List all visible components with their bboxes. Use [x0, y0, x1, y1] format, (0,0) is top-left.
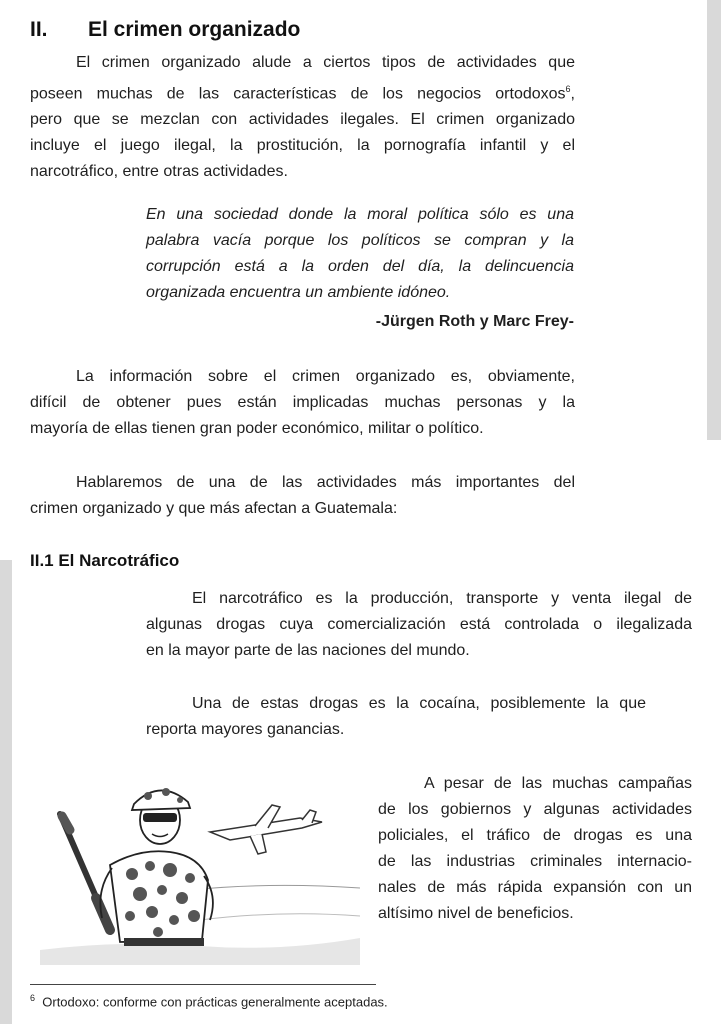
- text-line: El crimen organizado alude a ciertos tipos de actividades que: [76, 54, 575, 71]
- text-line: A pesar de las muchas campañas: [424, 775, 692, 792]
- quote-line: corrupción está a la orden del día, la delincuencia: [146, 258, 574, 275]
- text-line: pero que se mezclan con actividades ilegales. El crimen organizado: [30, 111, 575, 129]
- text-line: Hablaremos de una de las actividades más importantes del: [76, 474, 575, 491]
- text-line: reporta mayores ganancias.: [146, 721, 345, 738]
- paragraph-hablaremos: [30, 470, 575, 522]
- airplane-icon: [210, 805, 322, 854]
- text-segment: ,: [570, 85, 575, 103]
- page-edge-bar-right: [707, 0, 721, 440]
- paragraph-campanas: [378, 771, 692, 927]
- text-line: incluye el juego ilegal, la prostitución, la pornografía infantil y el: [30, 137, 575, 155]
- quote-line: En una sociedad donde la moral política sólo es una: [146, 206, 574, 223]
- footnote-reference[interactable]: 6: [565, 84, 571, 94]
- paragraph-cocaina: [146, 691, 646, 743]
- section-number: II.: [30, 18, 48, 41]
- footnote: [30, 993, 388, 1009]
- paragraph-narcotrafico: [146, 586, 692, 664]
- narco-soldier-illustration: [40, 770, 360, 965]
- text-line: Una de estas drogas es la cocaína, posiblemente la que: [192, 695, 646, 712]
- text-line: de las industrias criminales internacio-: [378, 853, 692, 870]
- rifle-icon: [60, 814, 110, 930]
- text-line: en la mayor parte de las naciones del mundo.: [146, 642, 470, 659]
- footnote-mark: 6: [30, 993, 36, 1003]
- quote-line: palabra vacía porque los políticos se compran y la: [146, 232, 574, 249]
- text-line: narcotráfico, entre otras actividades.: [30, 163, 288, 181]
- text-line: [30, 76, 575, 107]
- text-line: mayoría de ellas tienen gran poder económico, militar o político.: [30, 420, 484, 437]
- text-line: difícil de obtener pues están implicadas muchas personas y la: [30, 394, 575, 411]
- text-line: policiales, el tráfico de drogas es una: [378, 827, 692, 844]
- quote-author: -Jürgen Roth y Marc Frey-: [375, 313, 574, 330]
- text-line: crimen organizado y que más afectan a Guatemala:: [30, 500, 398, 517]
- section-heading: [30, 18, 300, 42]
- section-title: El crimen organizado: [88, 18, 301, 41]
- block-quote: [146, 202, 574, 306]
- text-line: La información sobre el crimen organizado es, obviamente,: [76, 368, 575, 385]
- paragraph-informacion: [30, 364, 575, 442]
- quote-line: organizada encuentra un ambiente idóneo.: [146, 284, 451, 301]
- text-line: altísimo nivel de beneficios.: [378, 905, 574, 922]
- subsection-heading: II.1 El Narcotráfico: [30, 551, 180, 570]
- paragraph-crimen-organizado: [30, 50, 575, 185]
- text-line: algunas drogas cuya comercialización está controlada o ilegalizada: [146, 616, 692, 633]
- text-line: El narcotráfico es la producción, transporte y venta ilegal de: [192, 590, 692, 607]
- soldier-figure: [100, 788, 213, 946]
- footnote-text: Ortodoxo: conforme con prácticas generalmente aceptadas.: [42, 994, 388, 1010]
- text-line: de los gobiernos y algunas actividades: [378, 801, 692, 818]
- text-segment: poseen muchas de las características de los negocios ortodoxos: [30, 85, 566, 103]
- text-line: nales de más rápida expansión con un: [378, 879, 692, 896]
- footnote-divider: [30, 984, 376, 985]
- page-edge-bar-left: [0, 560, 12, 1024]
